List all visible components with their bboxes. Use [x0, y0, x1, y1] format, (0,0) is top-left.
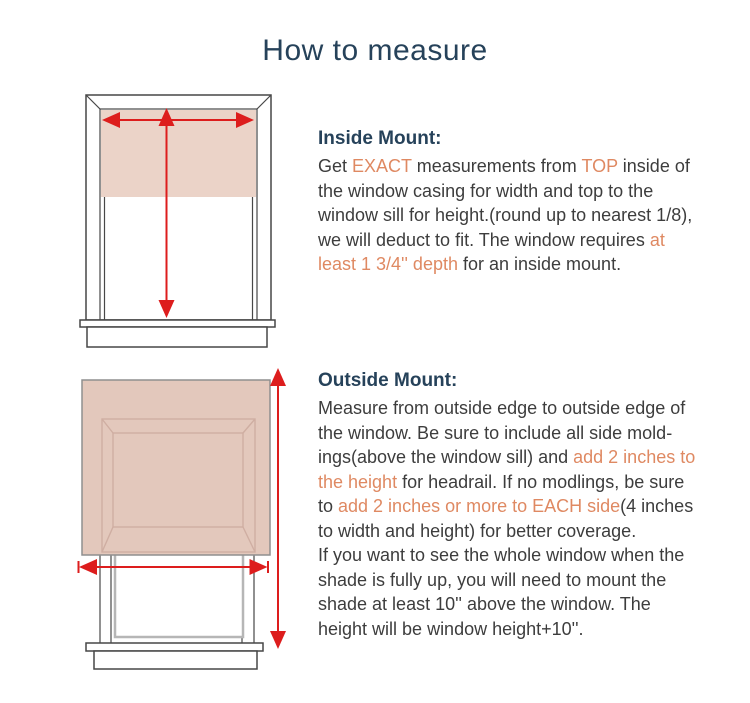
- body-text: shade is fully up, you will need to mount the: [318, 569, 667, 590]
- body-text: the window. Be sure to include all side mold-: [318, 422, 673, 443]
- body-text: Measure from outside edge to outside edge of: [318, 398, 686, 418]
- body-text: to width and height) for better coverage.: [318, 520, 637, 541]
- body-text: (4 inches: [620, 496, 694, 516]
- body-text: shade at least 10'' above the window. The: [318, 594, 651, 614]
- body-text: ings(above the window sill) and: [318, 447, 574, 467]
- lower-window-pane: [115, 551, 243, 637]
- window-apron: [94, 651, 257, 669]
- body-text: for an inside mount.: [457, 254, 622, 274]
- highlighted-text: at: [649, 229, 665, 250]
- body-text: measurements from: [411, 156, 582, 176]
- inside-mount-heading: Inside Mount:: [318, 128, 442, 149]
- body-text: height will be window height+10''.: [318, 618, 584, 639]
- body-text: window sill for height.(round up to nearest 1/8),: [318, 205, 693, 225]
- body-text: If you want to see the whole window when the: [318, 545, 685, 565]
- outside-mount-section: [318, 370, 750, 641]
- body-text: the window casing for width and top to the: [318, 180, 654, 201]
- body-text: for headrail. If no modlings, be sure: [397, 471, 685, 492]
- window-sill: [86, 643, 263, 651]
- highlighted-text: EXACT: [352, 156, 412, 176]
- inside-mount-window-diagram: [70, 88, 285, 353]
- highlighted-text: add 2 inches or more to EACH side: [338, 496, 621, 516]
- shade-area: [101, 110, 256, 197]
- body-text: inside of: [617, 156, 690, 176]
- highlighted-text: the height: [318, 471, 398, 492]
- outside-mount-window-diagram: [45, 355, 290, 675]
- inside-mount-text: [318, 154, 750, 277]
- inside-mount-section: [318, 128, 750, 277]
- highlighted-text: least 1 3/4'' depth: [318, 254, 458, 274]
- body-text: to: [318, 496, 339, 516]
- page-title: How to measure: [262, 34, 488, 67]
- outside-mount-text: [318, 396, 750, 641]
- highlighted-text: add 2 inches to: [573, 447, 696, 467]
- shade-area: [82, 380, 270, 555]
- body-text: Get: [318, 156, 353, 176]
- highlighted-text: TOP: [581, 156, 618, 176]
- window-apron: [87, 327, 267, 347]
- outside-mount-heading: Outside Mount:: [318, 370, 458, 391]
- window-sill: [80, 320, 275, 327]
- body-text: we will deduct to fit. The window requires: [318, 229, 650, 250]
